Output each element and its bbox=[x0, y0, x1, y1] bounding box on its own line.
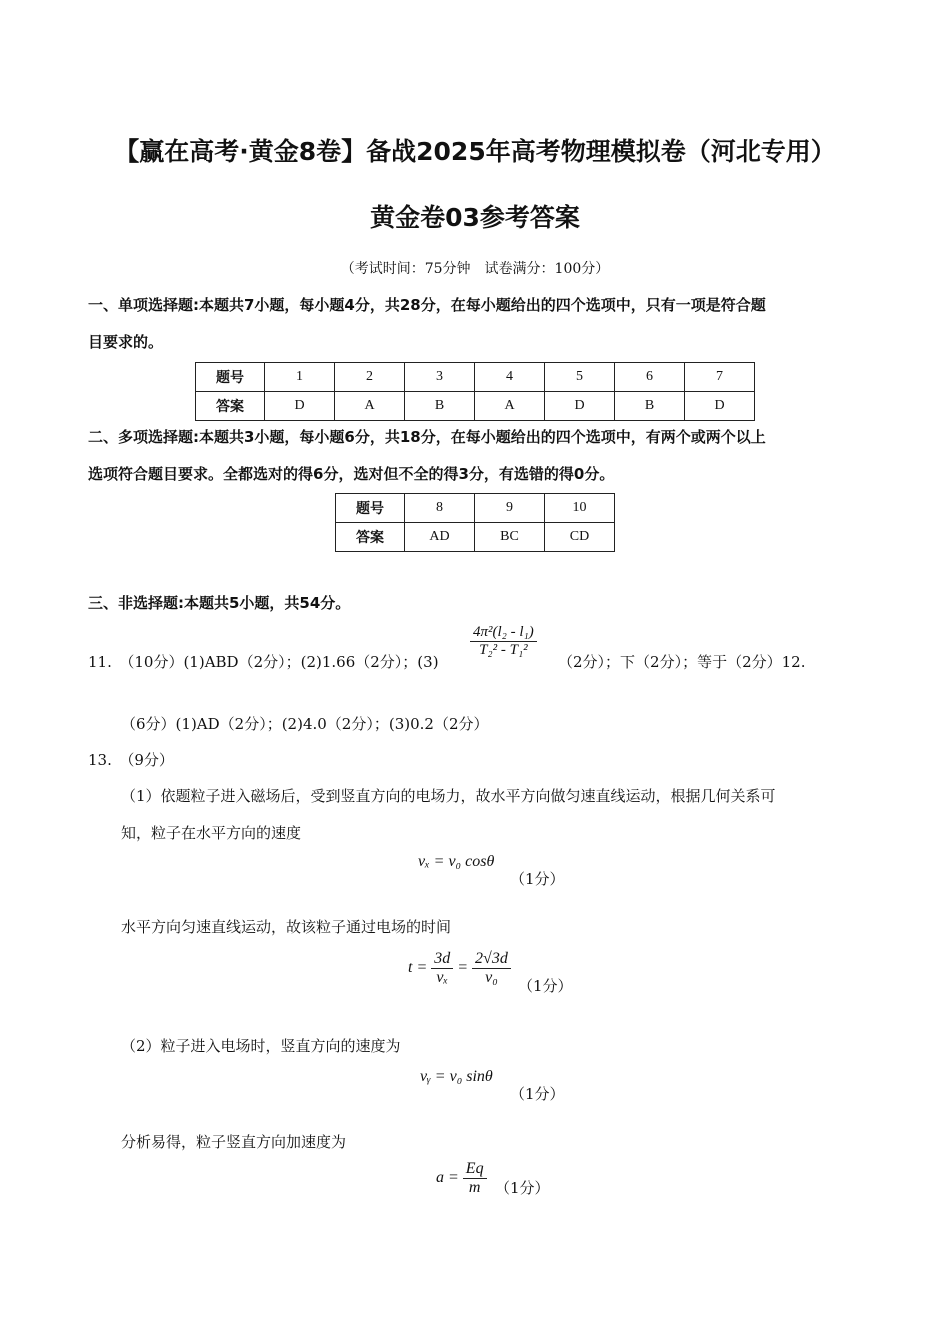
q13-paragraph3: （2）粒子进入电场时，竖直方向的速度为 bbox=[121, 1037, 401, 1055]
equals-sign: = bbox=[457, 959, 469, 977]
q12-answer: （6分）(1)AD（2分）；(2)4.0（2分）；(3)0.2（2分） bbox=[121, 715, 489, 733]
q11-answer-prefix: 11. （10分）(1)ABD（2分）；(2)1.66（2分）；(3) bbox=[88, 653, 439, 671]
fraction-numerator: Eq bbox=[463, 1160, 487, 1179]
table-row-answers bbox=[196, 392, 755, 421]
q13-paragraph1-line1: （1）依题粒子进入磁场后，受到竖直方向的电场力，故水平方向做匀速直线运动，根据几何关系可 bbox=[121, 787, 776, 805]
fraction-numerator: 2√3d bbox=[472, 950, 511, 969]
answer-cell: D bbox=[265, 392, 335, 421]
question-cell: 3 bbox=[405, 363, 475, 392]
question-cell: 6 bbox=[615, 363, 685, 392]
equation-time-fraction1 bbox=[431, 950, 453, 987]
fraction-denominator: v₀ bbox=[485, 969, 498, 986]
answer-cell: D bbox=[685, 392, 755, 421]
equation-vx-score: （1分） bbox=[510, 870, 565, 888]
question-number-label: 题号 bbox=[196, 363, 265, 392]
question-cell: 7 bbox=[685, 363, 755, 392]
question-cell: 10 bbox=[545, 494, 615, 523]
section1-heading-line1: 一、单项选择题:本题共7小题，每小题4分，共28分，在每小题给出的四个选项中，只有一项是符合题 bbox=[88, 296, 766, 314]
q13-heading: 13. （9分） bbox=[88, 751, 174, 769]
question-cell: 8 bbox=[405, 494, 475, 523]
document-title: 【赢在高考·黄金8卷】备战2025年高考物理模拟卷（河北专用） bbox=[114, 137, 836, 166]
question-cell: 5 bbox=[545, 363, 615, 392]
question-number-label: 题号 bbox=[336, 494, 405, 523]
q11-answer-suffix: （2分）；下（2分）；等于（2分）12. bbox=[558, 653, 806, 671]
fraction-denominator: vₓ bbox=[436, 969, 449, 986]
table-row-answers bbox=[336, 523, 615, 552]
equation-vy: vᵧ = v₀ sinθ bbox=[420, 1068, 493, 1085]
document-subtitle: 黄金卷03参考答案 bbox=[370, 203, 580, 232]
section2-answer-table bbox=[335, 493, 615, 552]
fraction-numerator: 3d bbox=[431, 950, 453, 969]
section1-answer-table bbox=[195, 362, 755, 421]
question-cell: 1 bbox=[265, 363, 335, 392]
q11-fraction bbox=[470, 624, 537, 659]
q13-paragraph2: 水平方向匀速直线运动，故该粒子通过电场的时间 bbox=[121, 918, 452, 936]
answer-cell: D bbox=[545, 392, 615, 421]
answer-cell: A bbox=[475, 392, 545, 421]
q11-formula-numerator: 4π²(l₂ - l₁) bbox=[470, 624, 537, 642]
answer-cell: B bbox=[615, 392, 685, 421]
equation-vx: vₓ = v₀ cosθ bbox=[418, 853, 495, 870]
equation-time-fraction2 bbox=[472, 950, 511, 987]
equation-time bbox=[408, 950, 511, 987]
answer-cell: AD bbox=[405, 523, 475, 552]
answer-label: 答案 bbox=[196, 392, 265, 421]
question-cell: 4 bbox=[475, 363, 545, 392]
equation-acceleration-lhs: a = bbox=[436, 1169, 459, 1187]
equation-acceleration-fraction bbox=[463, 1160, 487, 1197]
section2-heading-line1: 二、多项选择题:本题共3小题，每小题6分，共18分，在每小题给出的四个选项中，有两个或两个以上 bbox=[88, 428, 766, 446]
q13-paragraph1-line2: 知，粒子在水平方向的速度 bbox=[121, 824, 302, 842]
answer-cell: B bbox=[405, 392, 475, 421]
exam-info: （考试时间：75分钟 试卷满分：100分） bbox=[340, 261, 610, 277]
answer-cell: CD bbox=[545, 523, 615, 552]
section1-heading-line2: 目要求的。 bbox=[88, 333, 164, 351]
table-row-questions bbox=[336, 494, 615, 523]
q11-formula-denominator: T₂² - T₁² bbox=[479, 642, 528, 658]
question-cell: 9 bbox=[475, 494, 545, 523]
q13-paragraph4: 分析易得，粒子竖直方向加速度为 bbox=[121, 1133, 347, 1151]
equation-vy-score: （1分） bbox=[510, 1085, 565, 1103]
fraction-denominator: m bbox=[468, 1179, 481, 1196]
equation-time-lhs: t = bbox=[408, 959, 428, 977]
answer-cell: BC bbox=[475, 523, 545, 552]
equation-acceleration-score: （1分） bbox=[495, 1179, 550, 1197]
equation-acceleration bbox=[436, 1160, 487, 1197]
section3-heading: 三、非选择题:本题共5小题，共54分。 bbox=[88, 594, 351, 612]
table-row-questions bbox=[196, 363, 755, 392]
answer-label: 答案 bbox=[336, 523, 405, 552]
section2-heading-line2: 选项符合题目要求。全都选对的得6分，选对但不全的得3分，有选错的得0分。 bbox=[88, 465, 615, 483]
q11-formula bbox=[470, 624, 537, 659]
answer-cell: A bbox=[335, 392, 405, 421]
question-cell: 2 bbox=[335, 363, 405, 392]
equation-time-score: （1分） bbox=[518, 977, 573, 995]
